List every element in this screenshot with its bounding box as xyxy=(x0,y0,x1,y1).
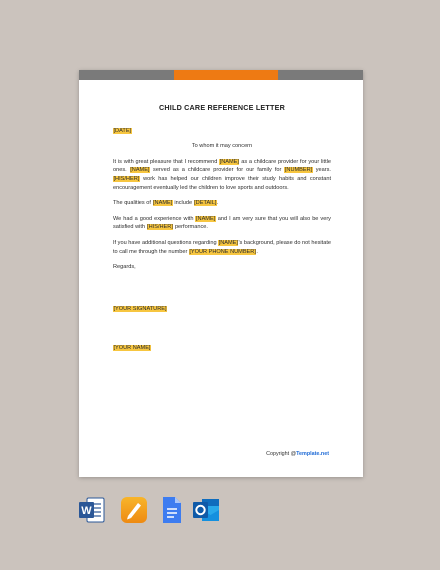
header-bar xyxy=(79,70,363,80)
name-placeholder: [NAME] xyxy=(130,167,150,174)
name-line xyxy=(113,344,331,353)
word-icon[interactable] xyxy=(78,496,106,524)
pronoun-placeholder: [HIS/HER] xyxy=(113,175,140,182)
signature-placeholder: [YOUR SIGNATURE] xyxy=(113,305,167,312)
number-placeholder: [NUMBER] xyxy=(284,167,313,174)
outlook-icon[interactable] xyxy=(192,496,220,524)
detail-placeholder: [DETAIL] xyxy=(194,200,217,207)
paragraph-1: It is with great pleasure that I recommend [NAME] as a childcare provider for your little ones. [NAME] served as a childcare provider for our family for [NUMBER] years. [HIS/HER] work has helped our children improve their study habits and constant encouragement eventually led the children to love sports and outdoors. xyxy=(113,158,331,191)
paragraph-3: We had a good experience with [NAME] and I am very sure that you will also be very satisfied with [HIS/HER] performance. xyxy=(113,215,331,231)
name-placeholder: [NAME] xyxy=(218,239,238,246)
closing: Regards, xyxy=(113,264,136,271)
paragraph-4: If you have additional questions regarding [NAME]'s background, please do not hesitate to call me through the number [YOUR PHONE NUMBER]. xyxy=(113,239,331,255)
name-placeholder: [NAME] xyxy=(219,158,239,165)
signature-line xyxy=(113,305,331,314)
svg-text:W: W xyxy=(81,505,92,517)
header-accent xyxy=(174,70,278,80)
letter-content xyxy=(113,104,331,360)
name-placeholder: [NAME] xyxy=(153,200,173,207)
salutation: To whom it may concern xyxy=(191,143,253,150)
pages-icon[interactable] xyxy=(120,496,148,524)
paragraph-2: The qualities of [NAME] include [DETAIL]. xyxy=(113,200,219,207)
phone-placeholder: [YOUR PHONE NUMBER] xyxy=(189,248,256,255)
your-name-placeholder: [YOUR NAME] xyxy=(113,345,151,352)
name-placeholder: [NAME] xyxy=(195,215,216,222)
google-docs-icon[interactable] xyxy=(158,496,186,524)
date-placeholder: [DATE] xyxy=(113,127,132,134)
letter-title: CHILD CARE REFERENCE LETTER xyxy=(159,103,285,112)
date-line xyxy=(113,127,331,136)
document-page xyxy=(79,70,363,477)
pronoun-placeholder: [HIS/HER] xyxy=(147,224,173,231)
brand-link[interactable]: Template.net xyxy=(296,451,329,457)
copyright-notice: Copyright @Template.net xyxy=(266,451,329,457)
